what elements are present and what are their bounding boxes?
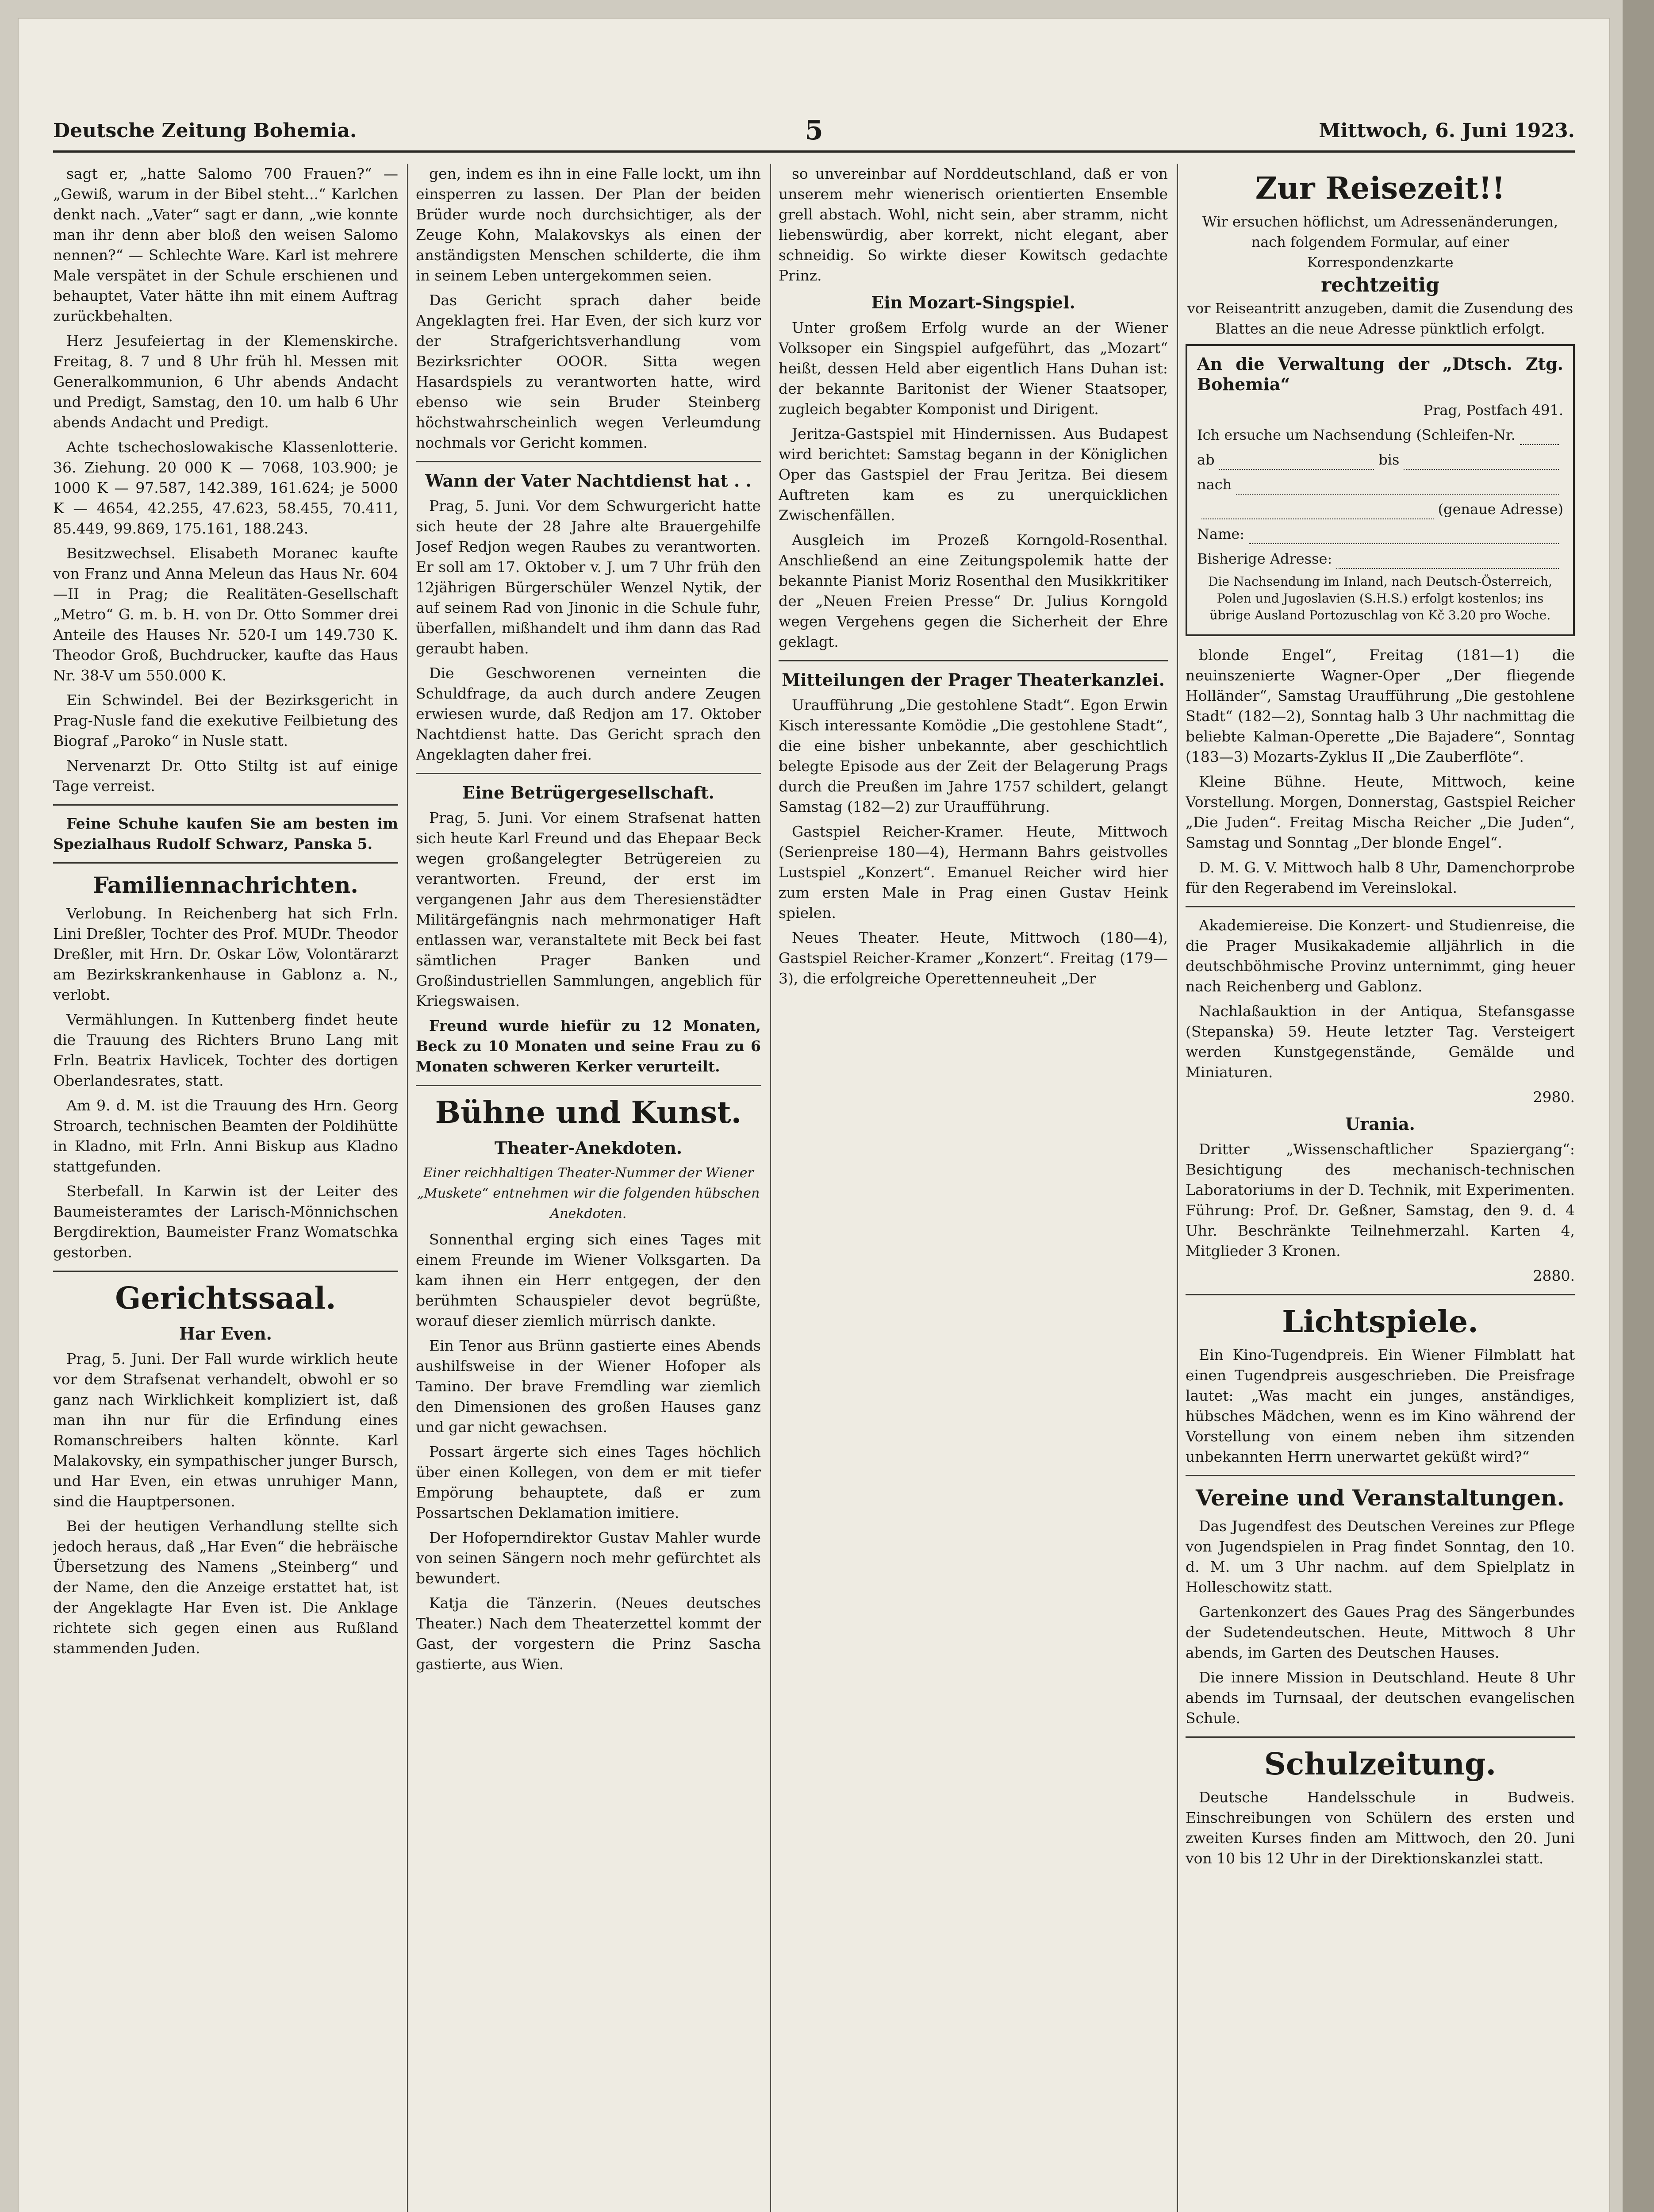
- form-row: ab bis: [1197, 449, 1563, 470]
- article-text: Gastspiel Reicher-Kramer. Heute, Mittwoch (Serienpreise 180—4), Hermann Bahrs geistvolles Lustspiel „Konzert“. Emanuel Reicher wird hier zum ersten Male in Prag einen Gustav Heink spielen.: [779, 823, 1168, 922]
- reference-number: 2980.: [1533, 1088, 1575, 1106]
- section-heading-stage: Bühne und Kunst.: [435, 1095, 742, 1130]
- address-change-form: [1186, 344, 1575, 636]
- column-2: [416, 164, 761, 2212]
- article-text: Ein Schwindel. Bei der Bezirksgericht in Prag-Nusle fand die exekutive Feilbietung des Biograf „Paroko“ in Nusle statt.: [53, 691, 398, 749]
- article-text: Das Jugendfest des Deutschen Vereines zur Pflege von Jugendspielen in Prag findet Sonntag, den 10. d. M. um 3 Uhr nachm. auf dem Spielplatz in Holleschowitz statt.: [1186, 1517, 1575, 1596]
- article-text: Nachlaßauktion in der Antiqua, Stefansgasse (Stepanska) 59. Heute letzter Tag. Versteigert werden Kunstgegenstände, Gemälde und Miniaturen.: [1186, 1002, 1575, 1081]
- header-page-number: 5: [805, 115, 823, 146]
- advertisement: Feine Schuhe kaufen Sie am besten im Spezialhaus Rudolf Schwarz, Panska 5.: [53, 815, 398, 853]
- form-row: Name:: [1197, 524, 1563, 544]
- divider: [53, 1271, 398, 1272]
- article-text: Sterbefall. In Karwin ist der Leiter des Baumeisteramtes der Larisch-Mönnichschen Bergdirektion, Baumeister Franz Womatschka gestorben.: [53, 1183, 398, 1261]
- form-footnote: Die Nachsendung im Inland, nach Deutsch-Österreich, Polen und Jugoslavien (S.H.S.) erfolgt kostenlos; ins übrige Ausland Portozuschlag von Kč 3.20 pro Woche.: [1208, 574, 1552, 622]
- column-3: [779, 164, 1168, 2212]
- article-heading: Theater-Anekdoten.: [494, 1138, 683, 1158]
- divider: [779, 660, 1168, 661]
- article-text: Ein Tenor aus Brünn gastierte eines Abends aushilfsweise in der Wiener Hofoper als Tamino. Der brave Fremdling war ziemlich den Dimensionen des großen Hauses ganz und gar nicht gewachsen.: [416, 1337, 761, 1436]
- divider: [416, 773, 761, 774]
- article-text: D. M. G. V. Mittwoch halb 8 Uhr, Damenchorprobe für den Regerabend im Vereinslokal.: [1186, 859, 1575, 896]
- page-edge-shadow: [1623, 0, 1654, 2212]
- article-text: gen, indem es ihn in eine Falle lockt, um ihn einsperren zu lassen. Der Plan der beiden Brüder wurde noch durchsichtiger, als der Zeuge Kohn, Malakovskys als einen der anständigsten Menschen schilderte, die ihm in seinem Leben untergekommen seien.: [416, 165, 761, 284]
- divider: [53, 862, 398, 864]
- article-text: Prag, 5. Juni. Der Fall wurde wirklich heute vor dem Strafsenat verhandelt, obwohl er so ganz nach Wirklichkeit kompliziert ist, daß man ihn nur für die Erfindung eines Romanschreibers halten könnte. Karl Malakovsky, ein sympathischer junger Bursch, und Har Even, ein etwas unruhiger Mann, sind die Hauptpersonen.: [53, 1350, 398, 1510]
- newspaper-page: [18, 18, 1610, 2212]
- article-text: Die innere Mission in Deutschland. Heute 8 Uhr abends im Turnsaal, der deutschen evangelischen Schule.: [1186, 1669, 1575, 1727]
- notice-text: Wir ersuchen höflichst, um Adressenänderungen, nach folgendem Formular, auf einer Korrespondenzkarte: [1202, 213, 1558, 271]
- section-heading-clubs: Vereine und Veranstaltungen.: [1196, 1485, 1565, 1511]
- column-rule: [770, 164, 771, 2212]
- article-text: Unter großem Erfolg wurde an der Wiener Volksoper ein Singspiel aufgeführt, das „Mozart“ heißt, dessen Held aber eigentlich Hans Duhan ist: der bekannte Baritonist der Wiener Staatsoper, zugleich begabter Komponist und Dirigent.: [779, 319, 1168, 418]
- column-1: [53, 164, 398, 2212]
- reference-number: 2880.: [1533, 1267, 1575, 1284]
- article-intro: Einer reichhaltigen Theater-Nummer der Wiener „Muskete“ entnehmen wir die folgenden hübschen Anekdoten.: [417, 1165, 760, 1221]
- divider: [1186, 1294, 1575, 1295]
- section-heading-travel: Zur Reisezeit!!: [1255, 171, 1505, 206]
- section-heading-school: Schulzeitung.: [1264, 1747, 1497, 1782]
- article-text: Dritter „Wissenschaftlicher Spaziergang“: Besichtigung des mechanisch-technischen Laboratoriums in der D. Technik, mit Experimenten. Führung: Prof. Dr. Geßner, Samstag, den 9. d. 4 Uhr. Beschränkte Teilnehmerzahl. Karten 4, Mitglieder 3 Kronen.: [1186, 1141, 1575, 1260]
- article-text: Nervenarzt Dr. Otto Stiltg ist auf einige Tage verreist.: [53, 757, 398, 795]
- article-text: sagt er, „hatte Salomo 700 Frauen?“ — „Gewiß, warum in der Bibel steht...“ Karlchen denkt nach. „Vater“ sagt er dann, „wie konnte man ihr denn aber bloß den weisen Salomo nennen?“ — Schlechte Ware. Karl ist mehrere Male verspätet in der Schule erschienen und behauptet, Vater hätte ihn mit einem Auftrag zurückbehalten.: [53, 165, 398, 325]
- section-heading-court: Gerichtssaal.: [115, 1281, 336, 1316]
- divider: [416, 461, 761, 462]
- article-text: Akademiereise. Die Konzert- und Studienreise, die die Prager Musikakademie alljährlich in die deutschböhmische Provinz unternimmt, ging heuer nach Reichenberg und Gablonz.: [1186, 917, 1575, 995]
- article-text: so unvereinbar auf Norddeutschland, daß er von unserem mehr wienerisch orientierten Ensemble grell abstach. Wohl, nicht sein, aber stramm, nicht liebenswürdig, aber korrekt, nicht elegant, aber schneidig. So wirkte dieser Kowitsch gedachte Prinz.: [779, 165, 1168, 284]
- article-heading: Ein Mozart-Singspiel.: [871, 292, 1075, 312]
- column-rule: [1177, 164, 1178, 2212]
- article-text: Besitzwechsel. Elisabeth Moranec kaufte von Franz und Anna Meleun das Haus Nr. 604—II in Prag; die Realitäten-Gesellschaft „Metro“ G. m. b. H. von Dr. Otto Sommer drei Anteile des Hauses Nr. 520-I um 149.730 K. Theodor Groß, Buchdrucker, kaufte das Haus Nr. 38-V um 550.000 K.: [53, 545, 398, 684]
- article-text: blonde Engel“, Freitag (181—1) die neuinszenierte Wagner-Oper „Der fliegende Holländer“, Samstag Uraufführung „Die gestohlene Stadt“ (182—2), Sonntag halb 3 Uhr nachmittag die beliebte Kalman-Operette „Die Bajadere“, Sonntag (183—3) Mozarts-Zyklus II „Die Zauberflöte“.: [1186, 646, 1575, 765]
- article-heading: Urania.: [1345, 1114, 1415, 1134]
- article-text: Possart ärgerte sich eines Tages höchlich über einen Kollegen, von dem er mit tiefer Empörung behauptete, daß er zum Possartschen Deklamation imitiere.: [416, 1443, 761, 1521]
- column-rule: [407, 164, 408, 2212]
- divider: [53, 804, 398, 806]
- article-text: Am 9. d. M. ist die Trauung des Hrn. Georg Stroarch, technischen Beamten der Poldihütte in Kladno, mit Frln. Anni Biskup aus Kladno stattgefunden.: [53, 1097, 398, 1175]
- header-paper-name: Deutsche Zeitung Bohemia.: [53, 119, 357, 142]
- article-text: Freund wurde hiefür zu 12 Monaten, Beck zu 10 Monaten und seine Frau zu 6 Monaten schweren Kerker verurteilt.: [416, 1017, 761, 1075]
- article-text: Der Hofoperndirektor Gustav Mahler wurde von seinen Sängern noch mehr gefürchtet als bewundert.: [416, 1529, 761, 1587]
- article-text: Ausgleich im Prozeß Korngold-Rosenthal. Anschließend an eine Zeitungspolemik hatte der bekannte Pianist Moriz Rosenthal den Musikkritiker der „Neuen Freien Presse“ Dr. Julius Korngold wegen Vergehens gegen die Sicherheit der Ehre geklagt.: [779, 531, 1168, 650]
- article-heading: Har Even.: [179, 1324, 272, 1344]
- form-row: Ich ersuche um Nachsendung (Schleifen-Nr.: [1197, 425, 1563, 445]
- column-4: [1186, 164, 1575, 2212]
- article-text: Gartenkonzert des Gaues Prag des Sängerbundes der Sudetendeutschen. Heute, Mittwoch 8 Uhr abends, im Garten des Deutschen Hauses.: [1186, 1603, 1575, 1661]
- article-text: Verlobung. In Reichenberg hat sich Frln. Lini Dreßler, Tochter des Prof. MUDr. Theodor Dreßler, mit Hrn. Dr. Oskar Löw, Volontärarzt am Bezirkskrankenhause in Gablonz a. N., verlobt.: [53, 905, 398, 1003]
- article-text: Die Geschworenen verneinten die Schuldfrage, da auch durch andere Zeugen erwiesen wurde, daß Redjon am 17. Oktober Nachtdienst hatte. Das Gericht sprach den Angeklagten daher frei.: [416, 664, 761, 763]
- divider: [416, 1085, 761, 1086]
- article-text: Deutsche Handelsschule in Budweis. Einschreibungen von Schülern des ersten und zweiten Kurses finden am Mittwoch, den 20. Juni von 10 bis 12 Uhr in der Direktionskanzlei statt.: [1186, 1789, 1575, 1867]
- article-heading: Eine Betrügergesellschaft.: [462, 783, 714, 803]
- article-text: Sonnenthal erging sich eines Tages mit einem Freunde im Wiener Volksgarten. Da kam ihnen ein Herr entgegen, der den berühmten Schauspieler devot begrüßte, worauf dieser ziemlich mürrisch dankte.: [416, 1231, 761, 1329]
- divider: [1186, 1475, 1575, 1476]
- article-text: Uraufführung „Die gestohlene Stadt“. Egon Erwin Kisch interessante Komödie „Die gestohlene Stadt“, die eine bisher unbekannte, aber geschichtlich belegte Episode aus der Zeit der Belagerung Prags durch die Preußen im Jahre 1757 schildert, gelangt Samstag (182—2) zur Uraufführung.: [779, 696, 1168, 815]
- form-row: (genaue Adresse): [1197, 499, 1563, 519]
- page-header: [53, 111, 1575, 153]
- form-address: Prag, Postfach 491.: [1423, 402, 1563, 419]
- article-text: Kleine Bühne. Heute, Mittwoch, keine Vorstellung. Morgen, Donnerstag, Gastspiel Reicher „Die Juden“. Freitag Mischa Reicher „Die Juden“, Samstag und Sonntag „Der blonde Engel“.: [1186, 773, 1575, 851]
- header-date: Mittwoch, 6. Juni 1923.: [1319, 119, 1575, 142]
- article-text: Prag, 5. Juni. Vor dem Schwurgericht hatte sich heute der 28 Jahre alte Brauergehilfe Josef Redjon wegen Raubes zu verantworten. Er soll am 17. Oktober v. J. um 7 Uhr früh den 12jährigen Bürgerschüler Wenzel Nytik, der auf seinem Rad von Jinonic in die Schule fuhr, überfallen, mißhandelt und ihm dann das Rad geraubt haben.: [416, 497, 761, 657]
- article-text: Jeritza-Gastspiel mit Hindernissen. Aus Budapest wird berichtet: Samstag begann in der Königlichen Oper das Gastspiel der Frau Jeritza. Bei diesem Auftreten kam es zu unerquicklichen Zwischenfällen.: [779, 425, 1168, 524]
- form-row: Bisherige Adresse:: [1197, 549, 1563, 569]
- article-text: Prag, 5. Juni. Vor einem Strafsenat hatten sich heute Karl Freund und das Ehepaar Beck wegen großangelegter Betrügereien zu verantworten. Freund, der erst im vergangenen Jahr aus dem Theresienstädter Militärgefängnis nach mehrmonatiger Haft entlassen war, veranstaltete mit Beck bei fast sämtlichen Prager Banken und Großindustriellen Sammlungen, angeblich für Kriegswaisen.: [416, 809, 761, 1010]
- notice-emphasis: rechtzeitig: [1321, 274, 1439, 296]
- article-text: Bei der heutigen Verhandlung stellte sich jedoch heraus, daß „Har Even“ die hebräische Übersetzung des Namens „Steinberg“ und der Name, den die Anzeige erstattet hat, ist der Angeklagte Har Even ist. Die Anklage richtete sich gegen einen aus Rußland stammenden Juden.: [53, 1517, 398, 1657]
- article-text: Neues Theater. Heute, Mittwoch (180—4), Gastspiel Reicher-Kramer „Konzert“. Freitag (179—3), die erfolgreiche Operettenneuheit „Der: [779, 929, 1168, 987]
- article-text: Das Gericht sprach daher beide Angeklagten frei. Har Even, der sich kurz vor der Strafgerichtsverhandlung vom Bezirksrichter OOOR. Sitta wegen Hasardspiels zu verantworten hatte, wird ebenso wie sein Bruder Steinberg höchstwahrscheinlich wegen Verleumdung nochmals vor Gericht kommen.: [416, 292, 761, 451]
- section-heading-family: Familiennachrichten.: [93, 872, 358, 898]
- form-title: An die Verwaltung der „Dtsch. Ztg. Bohemia“: [1197, 354, 1563, 394]
- article-heading: Wann der Vater Nachtdienst hat . .: [425, 471, 752, 491]
- notice-text: vor Reiseantritt anzugeben, damit die Zusendung des Blattes an die neue Adresse pünktlich erfolgt.: [1187, 300, 1573, 337]
- article-text: Herz Jesufeiertag in der Klemenskirche. Freitag, 8. 7 und 8 Uhr früh hl. Messen mit Generalkommunion, 6 Uhr abends Andacht und Predigt, Samstag, den 10. um halb 6 Uhr abends Andacht und Predigt.: [53, 332, 398, 431]
- article-text: Katja die Tänzerin. (Neues deutsches Theater.) Nach dem Theaterzettel kommt der Gast, der vorgestern die Prinz Sascha gastierte, aus Wien.: [416, 1594, 761, 1673]
- article-text: Achte tschechoslowakische Klassenlotterie. 36. Ziehung. 20 000 K — 7068, 103.900; je 1000 K — 97.587, 142.389, 161.624; je 5000 K — 4654, 42.255, 47.623, 58.455, 70.411, 85.449, 99.869, 175.161, 188.243.: [53, 438, 398, 537]
- section-heading-cinema: Lichtspiele.: [1282, 1304, 1478, 1340]
- form-row: nach: [1197, 474, 1563, 495]
- divider: [1186, 906, 1575, 907]
- article-text: Vermählungen. In Kuttenberg findet heute die Trauung des Richters Bruno Lang mit Frln. Beatrix Havlicek, Tochter des dortigen Oberlandesrates, statt.: [53, 1011, 398, 1089]
- article-text: Ein Kino-Tugendpreis. Ein Wiener Filmblatt hat einen Tugendpreis ausgeschrieben. Die Preisfrage lautet: „Was macht ein junges, anständiges, hübsches Mädchen, wenn es im Kino während der Vorstellung von einem neben ihm sitzenden unbekannten Herrn unerwartet geküßt wird?“: [1186, 1346, 1575, 1465]
- article-heading: Mitteilungen der Prager Theaterkanzlei.: [782, 670, 1165, 690]
- divider: [1186, 1736, 1575, 1738]
